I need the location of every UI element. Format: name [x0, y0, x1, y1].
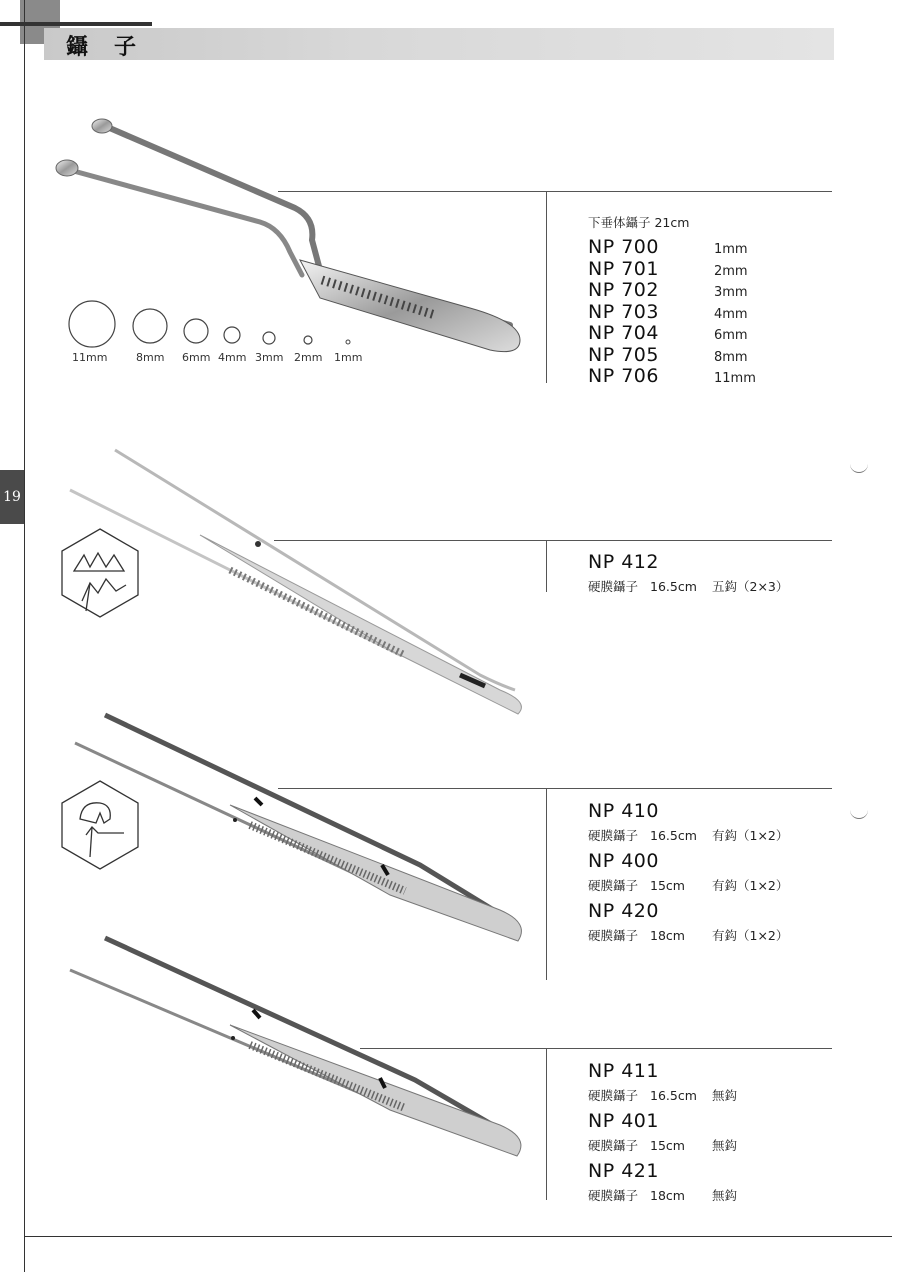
product-spec	[588, 1086, 737, 1104]
list-item	[588, 258, 818, 280]
product-entry	[588, 1060, 737, 1104]
product-name: 硬膜鑷子	[588, 1138, 639, 1153]
cup-size-label: 11mm	[72, 351, 108, 364]
cup-size-label: 8mm	[136, 351, 165, 364]
product-entry	[588, 900, 788, 944]
list-item	[588, 236, 818, 258]
product-length: 18cm	[650, 1188, 685, 1203]
product-name: 硬膜鑷子	[588, 878, 639, 893]
product-spec	[588, 926, 788, 944]
product-list	[588, 236, 818, 387]
product-code: NP 704	[588, 322, 659, 344]
five-teeth-tip-icon	[60, 527, 140, 619]
section-divider	[546, 191, 547, 383]
section-divider	[546, 1048, 547, 1200]
list-item	[588, 365, 818, 387]
product-tooth: 有鈎（1×2）	[712, 828, 789, 843]
product-code: NP 412	[588, 551, 659, 573]
product-code: NP 705	[588, 343, 659, 366]
list-item	[588, 301, 818, 323]
product-code: NP 706	[588, 365, 659, 387]
product-length: 16.5cm	[650, 828, 697, 843]
product-tooth: 無鈎	[712, 1138, 738, 1153]
product-code: NP 702	[588, 279, 659, 301]
product-code: NP 701	[588, 257, 659, 280]
product-tooth: 無鈎	[712, 1088, 738, 1103]
product-code: NP 411	[588, 1060, 659, 1082]
product-entry	[588, 551, 788, 595]
cup-size: 6mm	[714, 328, 748, 343]
product-spec	[588, 1136, 737, 1154]
product-length: 15cm	[650, 878, 685, 893]
left-margin-rule	[24, 0, 25, 1272]
cup-size-label: 2mm	[294, 351, 323, 364]
section-divider	[546, 540, 547, 592]
product-tooth: 無鈎	[712, 1188, 738, 1203]
product-code: NP 410	[588, 800, 659, 822]
list-item	[588, 322, 818, 344]
cup-size: 3mm	[714, 285, 748, 300]
product-length: 18cm	[650, 928, 685, 943]
cup-size: 2mm	[714, 263, 748, 279]
product-code: NP 420	[588, 900, 659, 922]
cup-size-label: 3mm	[255, 351, 284, 364]
cup-size-label: 4mm	[218, 351, 247, 364]
product-tooth: 有鈎（1×2）	[712, 928, 789, 943]
product-code: NP 421	[588, 1160, 659, 1182]
product-code: NP 703	[588, 300, 659, 323]
product-spec	[588, 1186, 737, 1204]
cup-size: 4mm	[714, 306, 748, 322]
product-code: NP 401	[588, 1110, 659, 1132]
section-divider	[546, 788, 547, 980]
product-code: NP 400	[588, 850, 659, 872]
cup-size-label: 1mm	[334, 351, 363, 364]
cup-size-circles	[60, 298, 370, 350]
page-number: 19	[3, 489, 21, 505]
cup-size: 8mm	[714, 349, 748, 365]
toothed-tip-icon	[60, 779, 140, 871]
product-spec	[588, 876, 788, 894]
product-length: 16.5cm	[650, 579, 697, 594]
product-name: 硬膜鑷子	[588, 828, 639, 843]
page-title: 鑷子	[66, 35, 163, 60]
product-name: 硬膜鑷子	[588, 579, 639, 594]
title-bar	[44, 28, 834, 60]
product-code: NP 700	[588, 236, 659, 258]
list-item	[588, 344, 818, 366]
product-length: 16.5cm	[650, 1088, 697, 1103]
product-name: 硬膜鑷子	[588, 1088, 639, 1103]
product-length: 15cm	[650, 1138, 685, 1153]
list-item	[588, 279, 818, 301]
title-accent-line	[0, 22, 152, 26]
product-name: 硬膜鑷子	[588, 928, 639, 943]
cup-size-label: 6mm	[182, 351, 211, 364]
product-heading: 下垂体鑷子 21cm	[588, 215, 690, 230]
product-entry	[588, 1110, 737, 1154]
cup-size: 1mm	[714, 242, 748, 257]
dura-forceps-smooth-illustration	[65, 930, 530, 1170]
product-tooth: 五鈎（2×3）	[712, 579, 789, 594]
product-name: 硬膜鑷子	[588, 1188, 639, 1203]
product-entry	[588, 850, 788, 894]
binding-mark	[850, 462, 868, 473]
bottom-rule	[24, 1236, 892, 1237]
cup-size: 11mm	[714, 371, 756, 386]
page-number-tab	[0, 470, 24, 524]
product-entry	[588, 800, 788, 844]
product-spec	[588, 577, 788, 595]
product-spec	[588, 826, 788, 844]
binding-mark	[850, 808, 868, 819]
product-tooth: 有鈎（1×2）	[712, 878, 789, 893]
product-entry	[588, 1160, 737, 1204]
